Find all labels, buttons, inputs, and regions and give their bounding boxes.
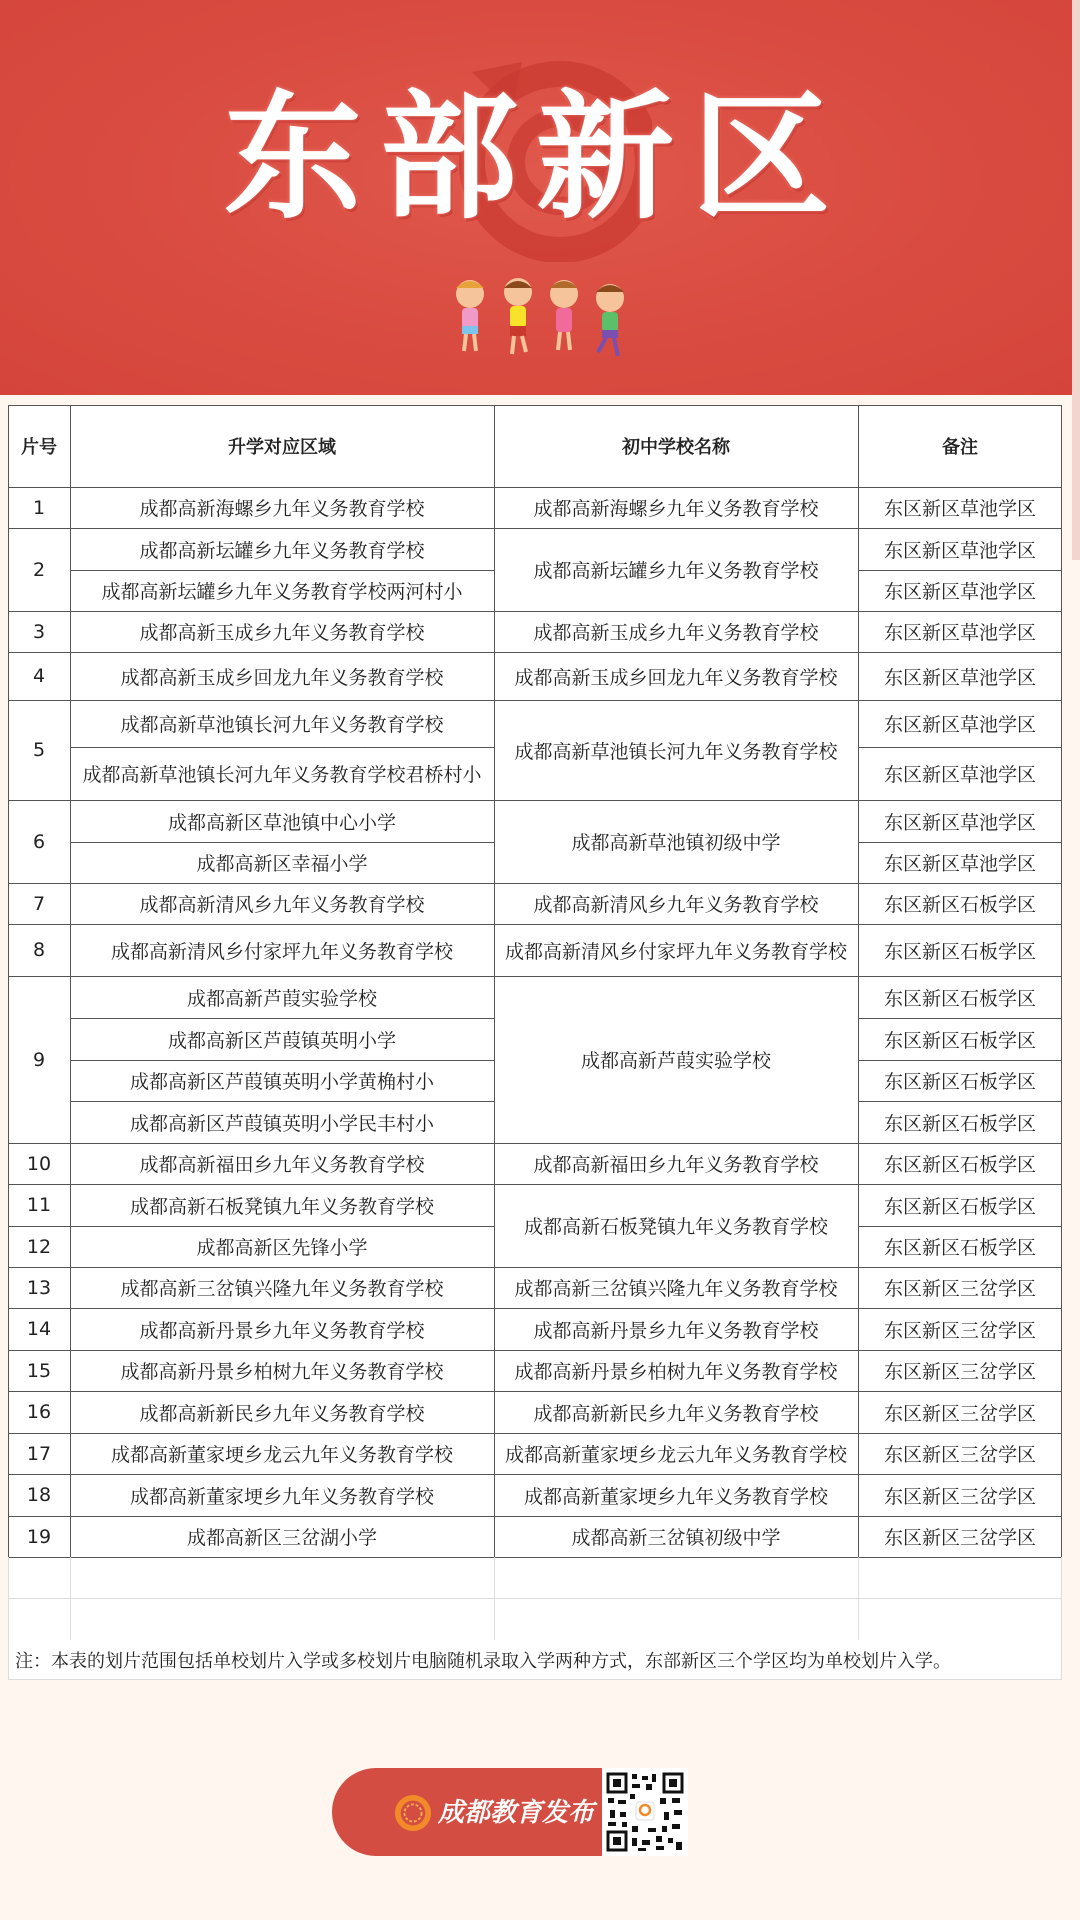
remark: 东区新区草池学区: [883, 581, 1036, 603]
middle-school: 成都高新清风乡付家坪九年义务教育学校: [504, 940, 847, 963]
remark: 东区新区三岔学区: [883, 1402, 1036, 1425]
remark: 东区新区三岔学区: [883, 1527, 1036, 1549]
remark: 东区新区石板学区: [883, 1195, 1036, 1218]
area-school: 成都高新玉成乡回龙九年义务教育学校: [120, 666, 444, 689]
middle-school: 成都高新玉成乡九年义务教育学校: [533, 622, 819, 644]
area-school: 成都高新三岔镇兴隆九年义务教育学校: [120, 1278, 444, 1300]
middle-school: 成都高新清风乡九年义务教育学校: [533, 894, 819, 916]
row-divider: [858, 1101, 1062, 1102]
remark: 东区新区三岔学区: [883, 1361, 1036, 1383]
piece-number: 18: [26, 1484, 52, 1506]
middle-school: 成都高新董家埂乡龙云九年义务教育学校: [504, 1444, 847, 1466]
column-divider: [8, 405, 9, 1557]
middle-school: 成都高新新民乡九年义务教育学校: [533, 1402, 819, 1425]
area-school: 成都高新坛罐乡九年义务教育学校: [139, 539, 425, 562]
column-divider: [1061, 405, 1062, 1557]
column-divider: [858, 405, 859, 1557]
area-school: 成都高新丹景乡柏树九年义务教育学校: [120, 1361, 444, 1383]
area-school: 成都高新福田乡九年义务教育学校: [139, 1154, 425, 1176]
swirl-logo-icon: [394, 1794, 432, 1832]
row-divider: [858, 1060, 1062, 1061]
header-banner: [0, 0, 1072, 395]
remark: 东区新区草池学区: [883, 622, 1036, 644]
row-divider: [70, 570, 494, 571]
area-school: 成都高新区芦葭镇英明小学黄桷村小: [129, 1071, 434, 1093]
piece-number: 15: [26, 1359, 52, 1382]
column-divider: [8, 1557, 9, 1640]
area-school: 成都高新草池镇长河九年义务教育学校君桥村小: [82, 764, 482, 786]
remark: 东区新区草池学区: [883, 811, 1036, 834]
middle-school: 成都高新丹景乡九年义务教育学校: [533, 1319, 819, 1342]
middle-school: 成都高新坛罐乡九年义务教育学校: [533, 560, 819, 582]
row-divider: [70, 1060, 494, 1061]
column-divider: [1061, 1557, 1062, 1640]
middle-school: 成都高新丹景乡柏树九年义务教育学校: [514, 1361, 838, 1383]
piece-number: 5: [32, 739, 46, 761]
row-divider: [8, 1557, 1062, 1558]
area-school: 成都高新新民乡九年义务教育学校: [139, 1402, 425, 1425]
piece-number: 1: [32, 496, 46, 519]
remark: 东区新区石板学区: [883, 1029, 1036, 1052]
area-school: 成都高新海螺乡九年义务教育学校: [139, 498, 425, 520]
area-school: 成都高新区幸福小学: [196, 853, 368, 875]
remark: 东区新区草池学区: [883, 764, 1036, 786]
middle-school: 成都高新芦葭实验学校: [580, 1050, 771, 1072]
column-divider: [494, 1557, 495, 1640]
row-divider: [70, 842, 494, 843]
remark: 东区新区草池学区: [883, 853, 1036, 875]
area-school: 成都高新区芦葭镇英明小学民丰村小: [129, 1112, 434, 1135]
area-school: 成都高新坛罐乡九年义务教育学校两河村小: [101, 581, 463, 603]
remark: 东区新区三岔学区: [883, 1278, 1036, 1300]
row-divider: [8, 405, 1062, 406]
piece-number: 8: [32, 939, 46, 961]
piece-number: 7: [32, 892, 46, 915]
qr-code-icon[interactable]: [602, 1768, 688, 1856]
area-school: 成都高新芦葭实验学校: [186, 987, 377, 1010]
area-school: 成都高新石板凳镇九年义务教育学校: [129, 1195, 434, 1218]
area-school: 成都高新区先锋小学: [196, 1237, 368, 1259]
table-note: 注：本表的划片范围包括单校划片入学或多校划片电脑随机录取入学两种方式，东部新区三个学区均为单校划片入学。: [8, 1640, 1062, 1680]
header-piece-number: 片号: [21, 437, 57, 458]
area-school: 成都高新区草池镇中心小学: [167, 811, 396, 834]
school-district-table: [8, 405, 1062, 1680]
area-school: 成都高新董家埂乡龙云九年义务教育学校: [110, 1444, 453, 1466]
middle-school: 成都高新石板凳镇九年义务教育学校: [523, 1216, 828, 1238]
row-divider: [858, 570, 1062, 571]
middle-school: 成都高新三岔镇兴隆九年义务教育学校: [514, 1278, 838, 1300]
row-divider: [70, 1018, 494, 1019]
piece-number: 19: [26, 1525, 52, 1548]
row-divider: [858, 747, 1062, 748]
piece-number: 10: [26, 1152, 52, 1175]
banner-edge: [1072, 0, 1080, 560]
column-divider: [70, 405, 71, 1557]
middle-school: 成都高新董家埂乡九年义务教育学校: [523, 1485, 828, 1508]
remark: 东区新区石板学区: [883, 894, 1036, 916]
area-school: 成都高新董家埂乡九年义务教育学校: [129, 1485, 434, 1508]
middle-school: 成都高新海螺乡九年义务教育学校: [533, 498, 819, 520]
piece-number: 3: [32, 620, 46, 643]
brand-badge[interactable]: [332, 1768, 602, 1856]
middle-school: 成都高新草池镇长河九年义务教育学校: [514, 740, 838, 763]
header-remark: 备注: [942, 437, 978, 458]
column-divider: [494, 405, 495, 1557]
middle-school: 成都高新玉成乡回龙九年义务教育学校: [514, 666, 838, 689]
column-divider: [858, 1557, 859, 1640]
column-divider: [70, 1557, 71, 1640]
piece-number: 9: [32, 1048, 46, 1071]
remark: 东区新区石板学区: [883, 1112, 1036, 1135]
remark: 东区新区三岔学区: [883, 1485, 1036, 1508]
remark: 东区新区三岔学区: [883, 1444, 1036, 1466]
remark: 东区新区三岔学区: [883, 1319, 1036, 1342]
remark: 东区新区草池学区: [883, 666, 1036, 689]
remark: 东区新区草池学区: [883, 714, 1036, 736]
row-divider: [70, 747, 494, 748]
piece-number: 4: [32, 665, 46, 687]
page-title: 东部新区: [223, 75, 848, 238]
piece-number: 11: [26, 1194, 52, 1216]
remark: 东区新区石板学区: [883, 1071, 1036, 1093]
area-school: 成都高新清风乡付家坪九年义务教育学校: [110, 940, 453, 963]
remark: 东区新区石板学区: [883, 1154, 1036, 1176]
piece-number: 16: [26, 1401, 52, 1423]
area-school: 成都高新玉成乡九年义务教育学校: [139, 622, 425, 644]
remark: 东区新区石板学区: [883, 987, 1036, 1010]
header-area: 升学对应区域: [228, 437, 336, 458]
piece-number: 12: [26, 1235, 52, 1258]
piece-number: 17: [26, 1442, 52, 1465]
middle-school: 成都高新三岔镇初级中学: [571, 1527, 781, 1549]
area-school: 成都高新草池镇长河九年义务教育学校: [120, 714, 444, 736]
row-divider: [8, 1598, 1062, 1599]
area-school: 成都高新丹景乡九年义务教育学校: [139, 1319, 425, 1342]
remark: 东区新区草池学区: [883, 498, 1036, 520]
piece-number: 14: [26, 1318, 52, 1340]
children-illustration-icon: [440, 276, 640, 361]
piece-number: 13: [26, 1276, 52, 1299]
row-divider: [858, 842, 1062, 843]
remark: 东区新区草池学区: [883, 539, 1036, 562]
middle-school: 成都高新草池镇初级中学: [571, 832, 781, 854]
area-school: 成都高新清风乡九年义务教育学校: [139, 894, 425, 916]
row-divider: [858, 1018, 1062, 1019]
area-school: 成都高新区三岔湖小学: [186, 1527, 377, 1549]
piece-number: 2: [32, 558, 46, 581]
remark: 东区新区石板学区: [883, 1237, 1036, 1259]
middle-school: 成都高新福田乡九年义务教育学校: [533, 1154, 819, 1176]
remark: 东区新区石板学区: [883, 940, 1036, 963]
row-divider: [70, 1101, 494, 1102]
piece-number: 6: [32, 830, 46, 853]
header-middle-school: 初中学校名称: [622, 437, 730, 458]
brand-name: 成都教育发布: [438, 1798, 595, 1828]
area-school: 成都高新区芦葭镇英明小学: [167, 1029, 396, 1052]
